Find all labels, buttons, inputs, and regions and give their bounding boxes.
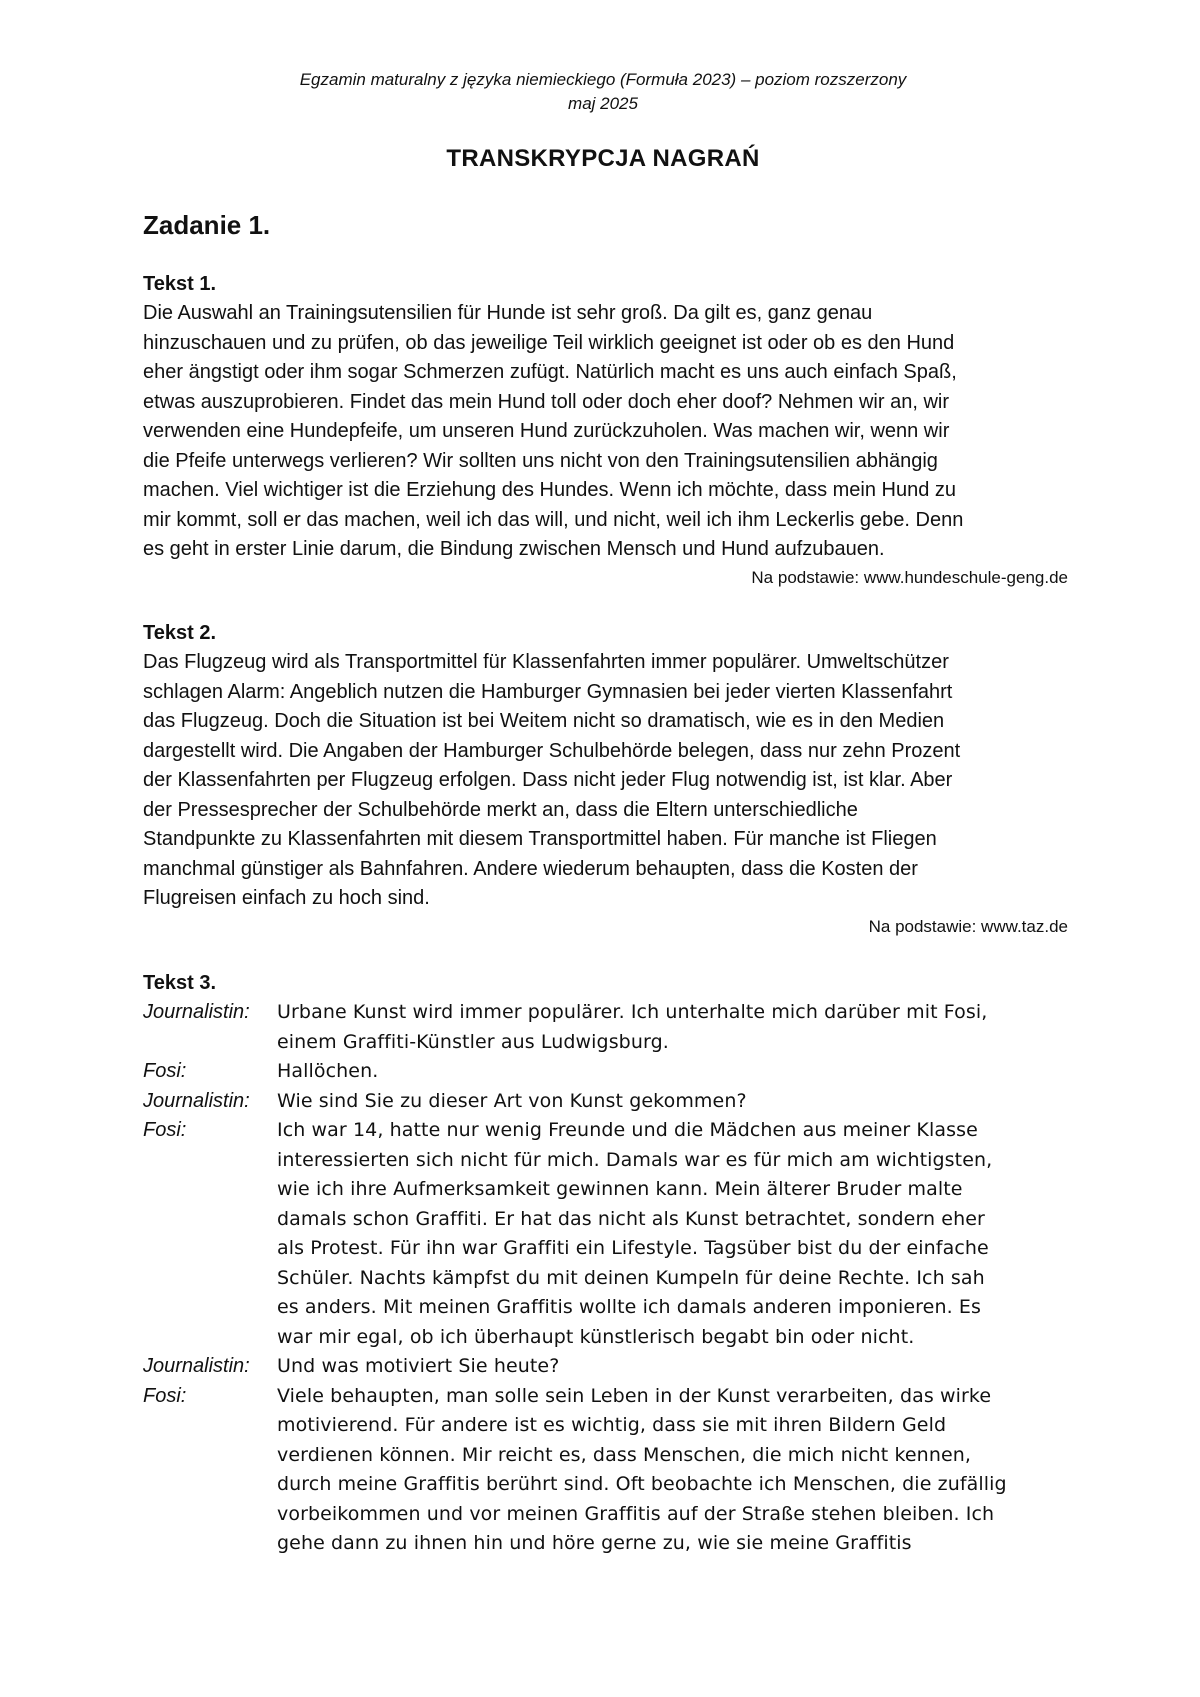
text-line: Die Auswahl an Trainingsutensilien für Hunde ist sehr groß. Da gilt es, ganz genau: [143, 302, 873, 324]
exam-header-line2: maj 2025: [568, 94, 638, 113]
text-line: hinzuschauen und zu prüfen, ob das jeweilige Teil wirklich geeignet ist oder ob es den Hund: [143, 331, 955, 354]
document-title: TRANSKRYPCJA NAGRAŃ: [446, 145, 760, 172]
text-line: mir kommt, soll er das machen, weil ich das will, und nicht, weil ich ihm Leckerlis gebe. Denn: [143, 508, 964, 531]
task-heading: Zadanie 1.: [143, 210, 271, 240]
exam-header: [0, 68, 1200, 116]
text-line: Wie sind Sie zu dieser Art von Kunst gekommen?: [277, 1089, 747, 1112]
text-line: Schüler. Nachts kämpfst du mit deinen Kumpeln für deine Rechte. Ich sah: [277, 1266, 985, 1289]
text-line: wie ich ihre Aufmerksamkeit gewinnen kann. Mein älterer Bruder malte: [277, 1178, 963, 1200]
dialog-turn: [143, 1352, 1068, 1382]
text-line: Und was motiviert Sie heute?: [277, 1355, 560, 1377]
text-line: gehe dann zu ihnen hin und höre gerne zu, wie sie meine Graffitis: [277, 1532, 912, 1554]
text1-section: [143, 270, 1068, 590]
speaker-label: Fosi:: [143, 1119, 187, 1141]
text2-source: Na podstawie: www.taz.de: [868, 916, 1068, 936]
text-line: durch meine Graffitis berührt sind. Oft beobachte ich Menschen, die zufällig: [277, 1473, 1007, 1495]
dialog-turn: [143, 1382, 1068, 1559]
text-line: Ich war 14, hatte nur wenig Freunde und die Mädchen aus meiner Klasse: [277, 1119, 978, 1141]
text-line: schlagen Alarm: Angeblich nutzen die Hamburger Gymnasien bei jeder vierten Klassenfahrt: [143, 680, 953, 703]
text-line: manchmal günstiger als Bahnfahren. Andere wiederum behaupten, dass die Kosten der: [143, 857, 918, 880]
text-line: Das Flugzeug wird als Transportmittel für Klassenfahrten immer populärer. Umweltschützer: [143, 651, 949, 673]
text-line: Hallöchen.: [277, 1060, 379, 1082]
text-line: war mir egal, ob ich überhaupt künstlerisch begabt bin oder nicht.: [277, 1325, 915, 1348]
speech-text: [277, 1382, 1068, 1559]
text-line: motivierend. Für andere ist es wichtig, dass sie mit ihren Bildern Geld: [277, 1414, 947, 1436]
speech-text: [277, 998, 1068, 1057]
speaker-label: Journalistin:: [143, 1355, 250, 1377]
text-line: etwas auszuprobieren. Findet das mein Hund toll oder doch eher doof? Nehmen wir an, wir: [143, 390, 949, 413]
speech-text: [277, 1116, 1068, 1352]
text-line: dargestellt wird. Die Angaben der Hamburger Schulbehörde belegen, dass nur zehn Prozent: [143, 739, 961, 762]
text2-section: [143, 619, 1068, 939]
text1-source: Na podstawie: www.hundeschule-geng.de: [751, 567, 1068, 587]
speech-text: [277, 1057, 1068, 1087]
text-line: verwenden eine Hundepfeife, um unseren Hund zurückzuholen. Was machen wir, wenn wir: [143, 420, 950, 442]
speech-text: [277, 1352, 1068, 1382]
text-line: das Flugzeug. Doch die Situation ist bei Weitem nicht so dramatisch, wie es in den Medien: [143, 710, 945, 732]
text-line: Viele behaupten, man solle sein Leben in der Kunst verarbeiten, das wirke: [277, 1384, 992, 1407]
text1-body: [143, 299, 1068, 565]
speaker-label: Fosi:: [143, 1384, 187, 1407]
text-line: verdienen können. Mir reicht es, dass Menschen, die mich nicht kennen,: [277, 1443, 972, 1466]
text-line: der Pressesprecher der Schulbehörde merkt an, dass die Eltern unterschiedliche: [143, 798, 858, 821]
speech-text: [277, 1087, 1068, 1117]
dialog-turn: [143, 998, 1068, 1057]
speaker-label: Journalistin:: [143, 1001, 250, 1023]
text-line: einem Graffiti-Künstler aus Ludwigsburg.: [277, 1030, 669, 1053]
dialog-turn: [143, 1057, 1068, 1087]
text2-label: Tekst 2.: [143, 622, 216, 644]
text-line: interessierten sich nicht für mich. Damals war es für mich am wichtigsten,: [277, 1148, 993, 1171]
text-line: eher ängstigt oder ihm sogar Schmerzen zufügt. Natürlich macht es uns auch einfach Spaß,: [143, 361, 957, 383]
speaker-label: Journalistin:: [143, 1089, 250, 1112]
text-line: es anders. Mit meinen Graffitis wollte ich damals anderen imponieren. Es: [277, 1296, 981, 1318]
speaker-label: Fosi:: [143, 1060, 187, 1082]
dialog-turn: [143, 1116, 1068, 1352]
text-line: es geht in erster Linie darum, die Bindung zwischen Mensch und Hund aufzubauen.: [143, 538, 885, 560]
text2-body: [143, 648, 1068, 914]
text-line: Urbane Kunst wird immer populärer. Ich unterhalte mich darüber mit Fosi,: [277, 1001, 988, 1023]
text-line: Standpunkte zu Klassenfahrten mit diesem Transportmittel haben. Für manche ist Fliegen: [143, 828, 937, 850]
text-line: damals schon Graffiti. Er hat das nicht als Kunst betrachtet, sondern eher: [277, 1207, 985, 1230]
text3-section: [143, 969, 1068, 1559]
dialog-turn: [143, 1087, 1068, 1117]
text-line: als Protest. Für ihn war Graffiti ein Lifestyle. Tagsüber bist du der einfache: [277, 1237, 989, 1259]
exam-header-line1: Egzamin maturalny z języka niemieckiego (Formuła 2023) – poziom rozszerzony: [299, 70, 907, 89]
text-line: die Pfeife unterwegs verlieren? Wir sollten uns nicht von den Trainingsutensilien abhängig: [143, 449, 938, 472]
text1-label: Tekst 1.: [143, 273, 216, 295]
text-line: Flugreisen einfach zu hoch sind.: [143, 887, 430, 909]
text-line: vorbeikommen und vor meinen Graffitis auf der Straße stehen bleiben. Ich: [277, 1502, 995, 1525]
text-line: machen. Viel wichtiger ist die Erziehung des Hundes. Wenn ich möchte, dass mein Hund zu: [143, 479, 957, 501]
text-line: der Klassenfahrten per Flugzeug erfolgen. Dass nicht jeder Flug notwendig ist, ist klar. Aber: [143, 769, 953, 791]
text3-label: Tekst 3.: [143, 972, 216, 994]
